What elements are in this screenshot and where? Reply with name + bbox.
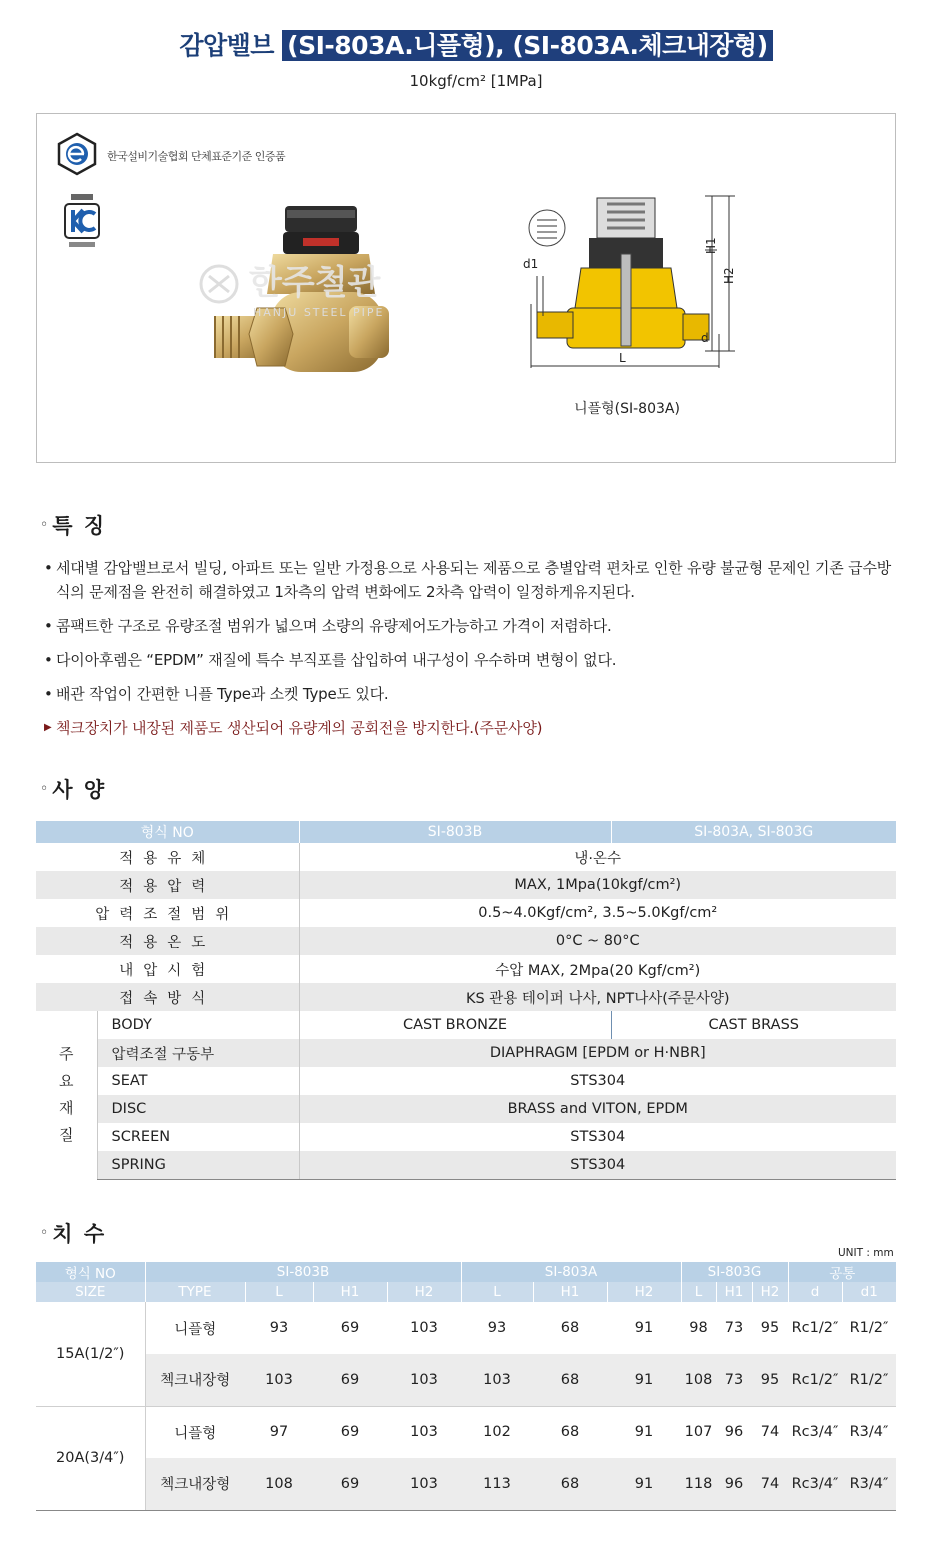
watermark-logo <box>197 254 437 324</box>
material-row: SEAT STS304 <box>36 1067 896 1095</box>
product-panel <box>36 113 896 463</box>
material-row: SCREEN STS304 <box>36 1123 896 1151</box>
material-row: 주요재질 BODY CAST BRONZE CAST BRASS <box>36 1011 896 1039</box>
bullet-icon: • <box>44 559 53 577</box>
diagram-caption: 니플형(SI-803A) <box>574 401 680 417</box>
certification-text: 한국설비기술협회 단체표준기준 인증품 <box>107 150 286 163</box>
spec-header-model: 형식 NO <box>36 821 299 843</box>
diagram-label-h1: H1 <box>704 237 718 254</box>
spec-heading-text: 사 양 <box>52 778 107 802</box>
feature-note: ▶ 첵크장치가 내장된 제품도 생산되어 유량계의 공회전을 방지한다.(주문사양) <box>44 716 904 740</box>
size-cell: 20A(3/4″) <box>36 1406 145 1510</box>
diagram-label-d: d <box>701 331 709 345</box>
spec-header-803b: SI-803B <box>299 821 611 843</box>
features-list <box>44 556 904 750</box>
bullet-icon: • <box>44 685 53 703</box>
valve-dimension-diagram <box>507 184 757 384</box>
material-group-label: 주요재질 <box>59 1045 74 1144</box>
section-bullet-icon: ◦ <box>40 1225 51 1241</box>
kc-mark-icon <box>63 192 101 254</box>
dims-row: 첵크내장형 103 69 103 103 68 91 108 73 95 Rc1/2″ R1/2″ <box>36 1354 896 1406</box>
dims-heading-text: 치 수 <box>52 1222 107 1246</box>
dims-heading <box>40 1218 106 1248</box>
material-row: SPRING STS304 <box>36 1151 896 1179</box>
dims-row: 15A(1/2″) 니플형 93 69 103 93 68 91 98 73 95 Rc1/2″ R1/2″ <box>36 1302 896 1354</box>
watermark-main-text: 한주철관 <box>249 263 381 303</box>
bullet-icon: • <box>44 651 53 669</box>
watermark-sub-text: HANJU STEEL PIPE <box>253 306 385 319</box>
spec-header-row <box>36 821 896 843</box>
feature-item: • 세대별 감압밸브로서 빌딩, 아파트 또는 일반 가정용으로 사용되는 제품으로 층별압력 편차로 인한 유량 불균형 문제인 기존 급수방식의 문제점을 완전히 해결하였고 1차측의 압력 변화에도 2차측 압력이 일정하게유지된다. <box>44 556 904 604</box>
diagram-label-l: L <box>619 351 626 365</box>
dimension-table <box>36 1262 896 1511</box>
bullet-icon: • <box>44 617 53 635</box>
spec-table <box>36 821 896 1180</box>
diagram-label-d1: d1 <box>523 257 539 271</box>
title-highlight: (SI-803A.니플형), (SI-803A.체크내장형) <box>282 30 772 61</box>
certification-logo-icon <box>55 132 99 176</box>
feature-item: • 배관 작업이 간편한 니플 Type과 소켓 Type도 있다. <box>44 682 904 706</box>
material-row: DISC BRASS and VITON, EPDM <box>36 1095 896 1123</box>
dims-header-row-2: SIZE TYPE L H1 H2 L H1 H2 L H1 H2 d d1 <box>36 1282 896 1302</box>
dims-row: 첵크내장형 108 69 103 113 68 91 118 96 74 Rc3/4″ R3/4″ <box>36 1458 896 1510</box>
diagram-label-h2: H2 <box>722 267 736 284</box>
spec-row: 접속방식 KS 관용 테이퍼 나사, NPT나사(주문사양) <box>36 983 896 1011</box>
spec-row: 적용유체 냉·온수 <box>36 843 896 871</box>
spec-row: 적용온도 0°C ~ 80°C <box>36 927 896 955</box>
feature-item: • 콤팩트한 구조로 유량조절 범위가 넓으며 소량의 유량제어도가능하고 가격이 저렴하다. <box>44 614 904 638</box>
section-bullet-icon: ◦ <box>40 517 51 533</box>
spec-heading <box>40 774 106 804</box>
dims-header-row-1: 형식 NO SI-803B SI-803A SI-803G 공통 <box>36 1262 896 1282</box>
section-bullet-icon: ◦ <box>40 781 51 797</box>
features-heading <box>40 510 106 540</box>
size-cell: 15A(1/2″) <box>36 1302 145 1406</box>
pressure-rating: 10kgf/cm² [1MPa] <box>409 72 543 90</box>
feature-item: • 다이아후렘은 “EPDM” 재질에 특수 부직포를 삽입하여 내구성이 우수하며 변형이 없다. <box>44 648 904 672</box>
unit-label: UNIT : mm <box>838 1247 894 1259</box>
spec-row: 압력조절범위 0.5~4.0Kgf/cm², 3.5~5.0Kgf/cm² <box>36 899 896 927</box>
dims-row: 20A(3/4″) 니플형 97 69 103 102 68 91 107 96 74 Rc3/4″ R3/4″ <box>36 1406 896 1458</box>
material-row: 압력조절 구동부 DIAPHRAGM [EPDM or H·NBR] <box>36 1039 896 1067</box>
spec-row: 적용압력 MAX, 1Mpa(10kgf/cm²) <box>36 871 896 899</box>
title-prefix: 감압밸브 <box>179 31 283 60</box>
triangle-bullet-icon: ▶ <box>44 722 52 733</box>
features-heading-text: 특 징 <box>52 514 107 538</box>
page-title <box>0 26 952 62</box>
spec-header-803ag: SI-803A, SI-803G <box>611 821 896 843</box>
spec-row: 내압시험 수압 MAX, 2Mpa(20 Kgf/cm²) <box>36 955 896 983</box>
